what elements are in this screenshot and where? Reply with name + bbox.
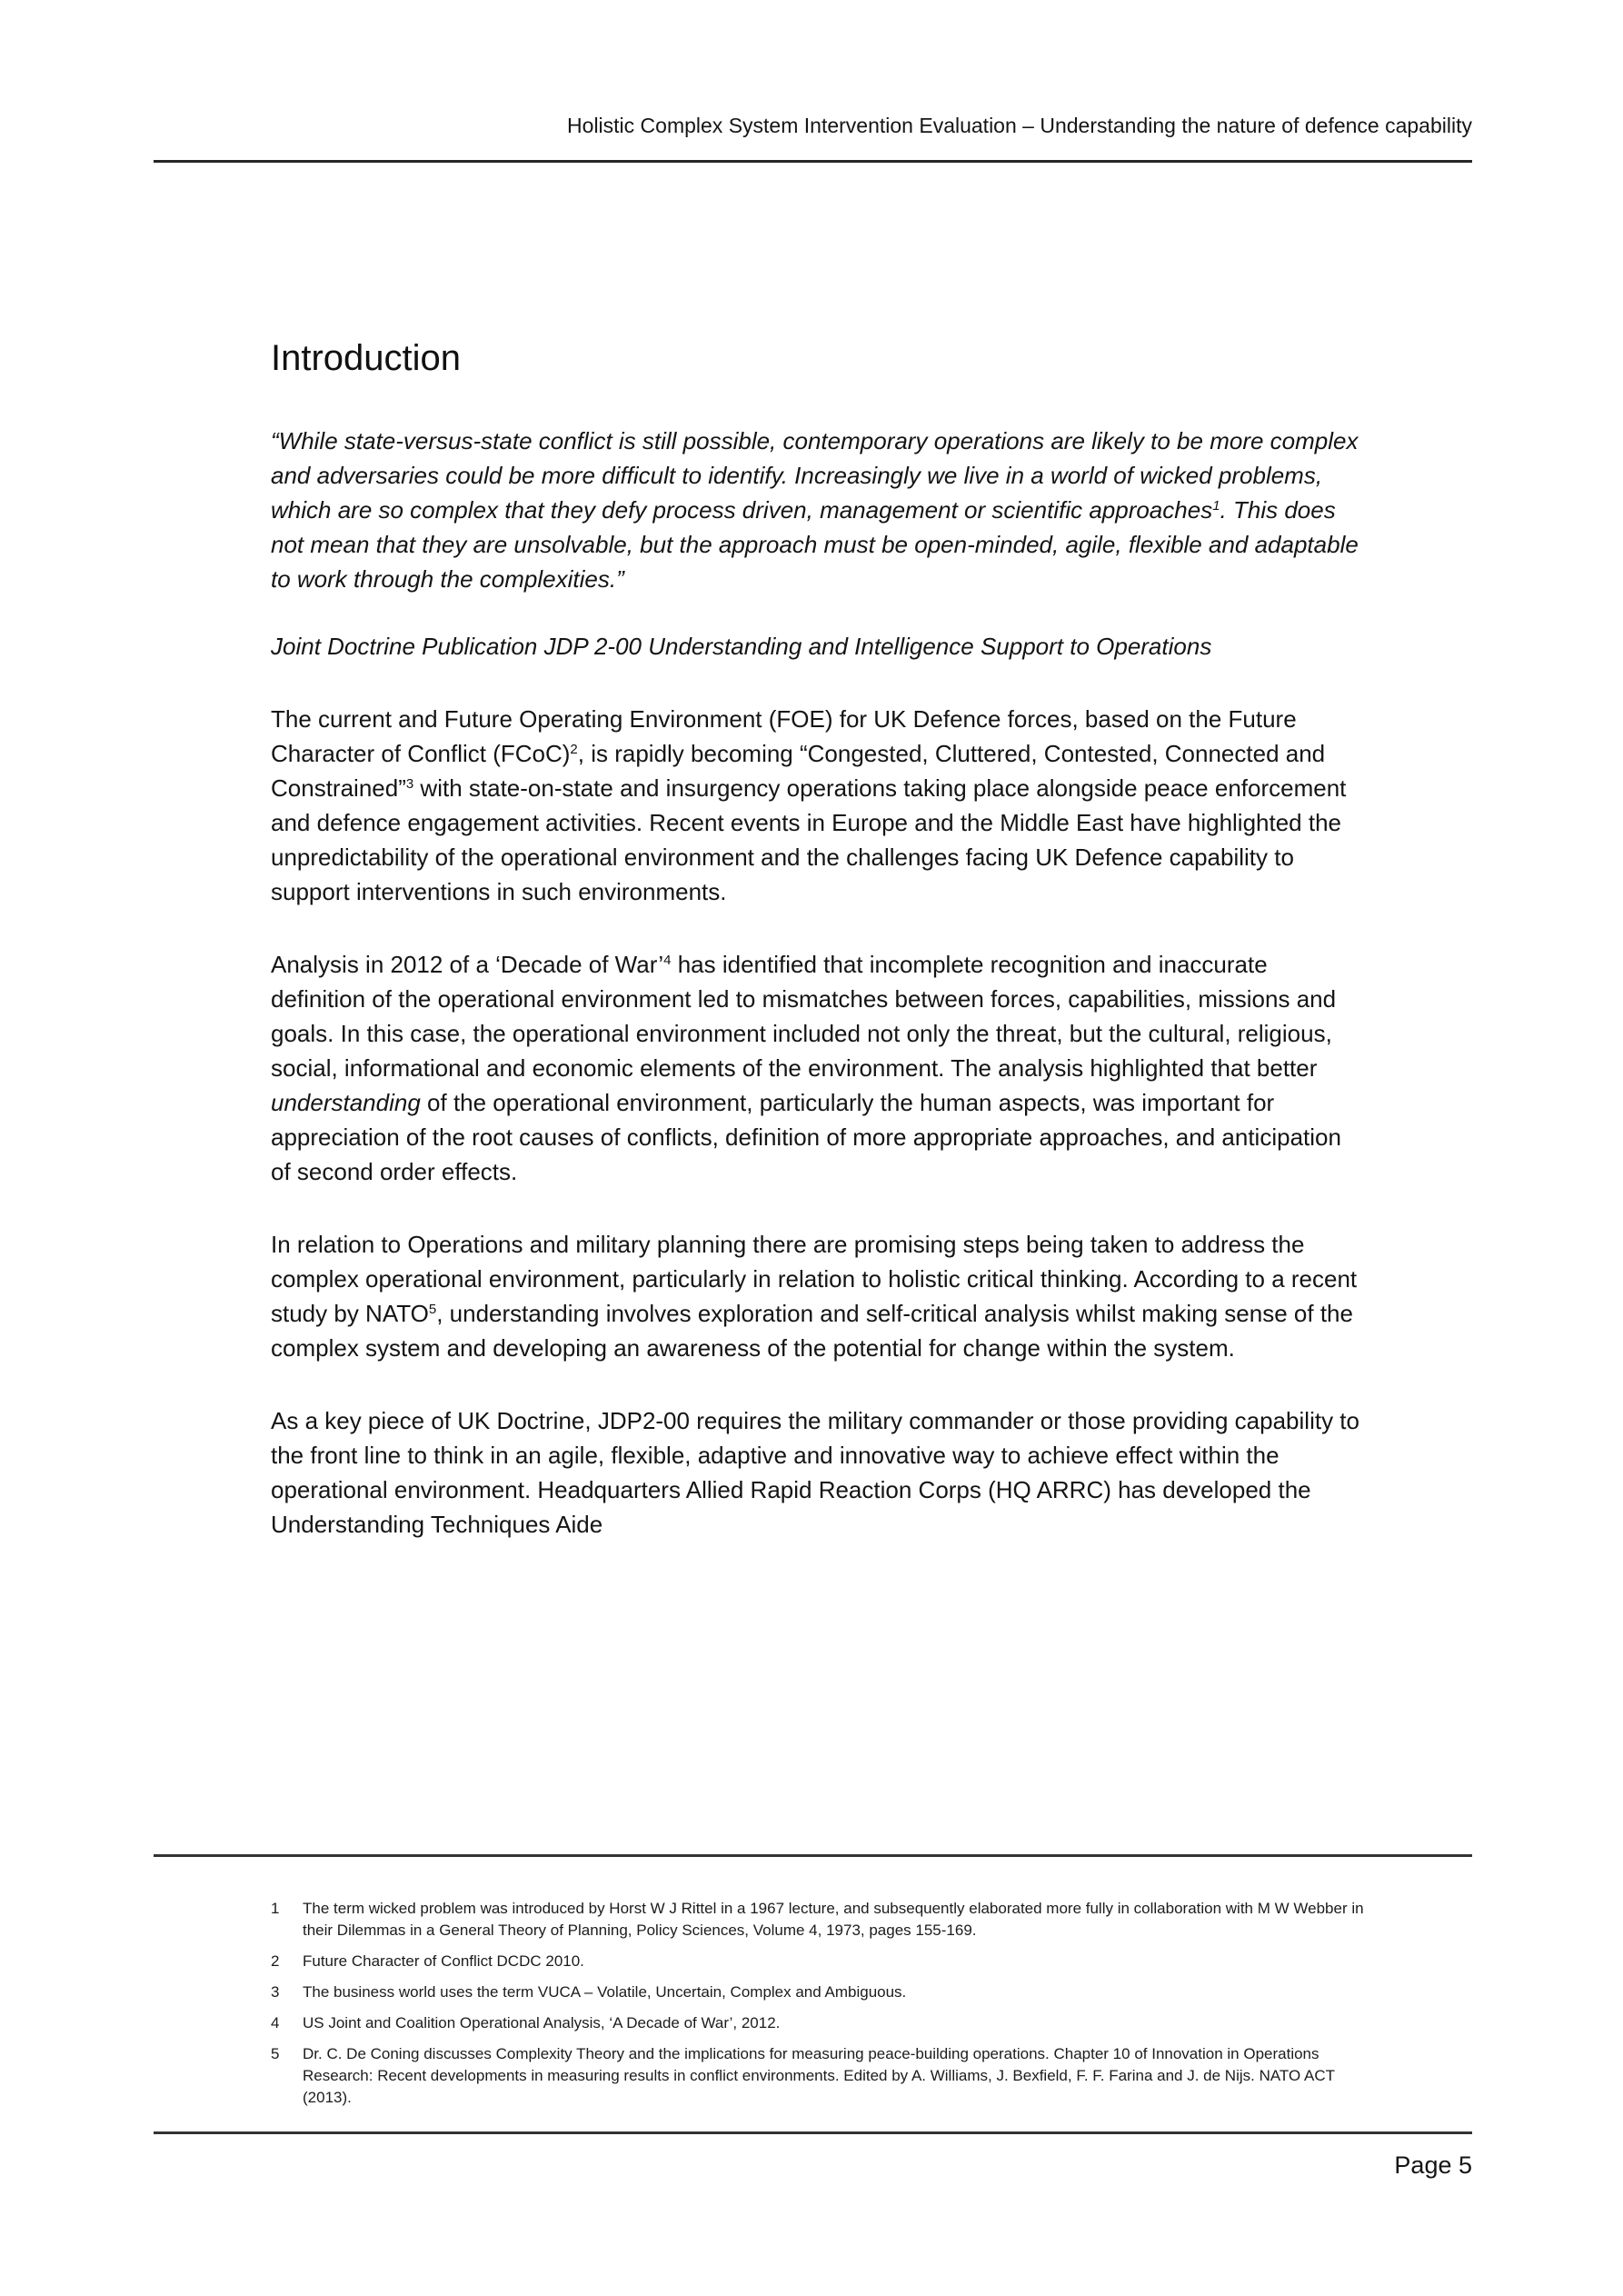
paragraph-4: As a key piece of UK Doctrine, JDP2-00 requires the military commander or those providing capability to the front line to think in an agile, flexible, adaptive and innovative way to achieve effect within the operational environment. Headquarters Allied Rapid Reaction Corps (HQ ARRC) has developed the Understanding Techniques Aide	[271, 1407, 1359, 1538]
paragraph-3-text-post: , understanding involves exploration and self-critical analysis whilst making sense of the complex system and developing an awareness of the potential for change within the system.	[271, 1300, 1353, 1362]
page-number: Page 5	[1394, 2151, 1472, 2179]
footnote-text: The term wicked problem was introduced by Horst W J Rittel in a 1967 lecture, and subsequently elaborated more fully in collaboration with M W Webber in their Dilemmas in a General Theory of Planning, Policy Sciences, Volume 4, 1973, pages 155-169.	[303, 1900, 1364, 1939]
footnote-ref-4: 4	[663, 953, 672, 968]
paragraph-1-text-post: with state-on-state and insurgency operations taking place alongside peace enforcement and defence engagement activities. Recent events in Europe and the Middle East have highlighted the unpredictability of the operational environment and the challenges facing UK Defence capability to support interventions in such environments.	[271, 774, 1347, 905]
footnote-text: The business world uses the term VUCA – Volatile, Uncertain, Complex and Ambiguous.	[303, 1983, 907, 2001]
paragraph-3	[271, 1227, 1365, 1365]
footnote-item	[271, 1982, 1365, 2003]
quote-attribution: Joint Doctrine Publication JDP 2-00 Understanding and Intelligence Support to Operations	[271, 633, 1212, 660]
footnote-number: 4	[271, 2014, 280, 2031]
quote-paragraph	[271, 424, 1365, 596]
quote-text-post: . This does not mean that they are unsolvable, but the approach must be open-minded, agile, flexible and adaptable to work through the complexities.”	[271, 496, 1359, 593]
footer-divider	[154, 2131, 1472, 2134]
paragraph-1-text-pre: The current and Future Operating Environment (FOE) for UK Defence forces, based on the Future Character of Conflict (FCoC)	[271, 705, 1297, 767]
paragraph-3-text-pre: In relation to Operations and military planning there are promising steps being taken to address the complex operational environment, particularly in relation to holistic critical thinking. According to a recent study by NATO	[271, 1231, 1358, 1327]
footnote-text: US Joint and Coalition Operational Analysis, ‘A Decade of War’, 2012.	[303, 2014, 781, 2031]
footnote-number: 2	[271, 1952, 280, 1970]
paragraph-1	[271, 702, 1365, 909]
quote-text-pre: “While state-versus-state conflict is still possible, contemporary operations are likely to be more complex and adversaries could be more difficult to identify. Increasingly we live in a world of wicked problems, which are so complex that they defy process driven, management or scientific approaches	[271, 427, 1359, 524]
paragraph-1-text-mid: , is rapidly becoming “Congested, Cluttered, Contested, Connected and Constrained”	[271, 740, 1326, 802]
footnote-item	[271, 2043, 1365, 2109]
footnote-item	[271, 1898, 1365, 1942]
footnotes-section	[271, 1857, 1365, 2118]
footnote-item	[271, 2012, 1365, 2034]
footnote-number: 3	[271, 1983, 280, 2001]
running-header-title: Holistic Complex System Intervention Evaluation – Understanding the nature of defence capability	[567, 114, 1472, 137]
paragraph-2	[271, 947, 1365, 1189]
footnote-ref-1: 1	[1212, 498, 1220, 514]
footnote-ref-3: 3	[405, 776, 414, 792]
section-heading: Introduction	[271, 338, 462, 378]
paragraph-2-text-post: of the operational environment, particularly the human aspects, was important for appreciation of the root causes of conflicts, definition of more appropriate approaches, and anticipation of second order effects.	[271, 1089, 1341, 1185]
paragraph-2-text-pre: Analysis in 2012 of a ‘Decade of War’	[271, 951, 664, 978]
footnote-text: Dr. C. De Coning discusses Complexity Theory and the implications for measuring peace-building operations. Chapter 10 of Innovation in Operations Research: Recent developments in measuring results in conflict environments. Edited by A. Williams, J. Bexfield, F. F. Farina and J. de Nijs. NATO ACT (2013).	[303, 2045, 1335, 2106]
footnote-ref-5: 5	[428, 1302, 437, 1317]
footnote-text: Future Character of Conflict DCDC 2010.	[303, 1952, 584, 1970]
paragraph-2-text-mid: has identified that incomplete recognition and inaccurate definition of the operational environment led to mismatches between forces, capabilities, missions and goals. In this case, the operational environment included not only the threat, but the cultural, religious, social, informational and economic elements of the environment. The analysis highlighted that better	[271, 951, 1337, 1082]
footnote-number: 1	[271, 1900, 280, 1917]
emphasized-word: understanding	[271, 1089, 421, 1116]
footnote-ref-2: 2	[570, 742, 578, 757]
footnote-item	[271, 1951, 1365, 1972]
document-body	[271, 0, 1365, 1542]
footnote-number: 5	[271, 2045, 280, 2062]
